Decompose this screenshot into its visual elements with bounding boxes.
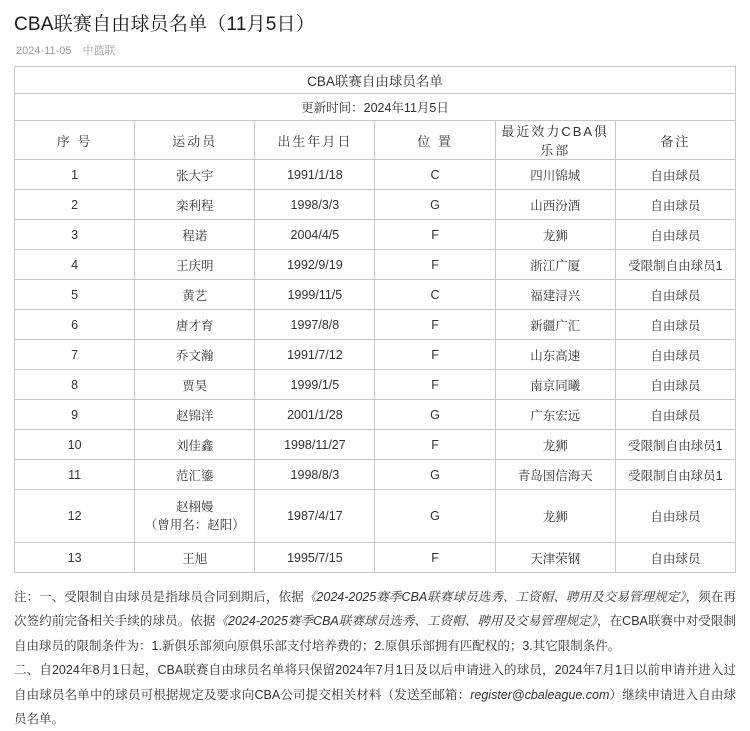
cell-index: 12 <box>15 490 135 543</box>
cell-birth: 1995/7/15 <box>255 543 375 573</box>
publish-date: 2024-11-05 <box>16 45 72 57</box>
cell-index: 7 <box>15 340 135 370</box>
cell-birth: 2001/1/28 <box>255 400 375 430</box>
cell-birth: 1987/4/17 <box>255 490 375 543</box>
cell-club: 新疆广汇 <box>495 310 615 340</box>
footnote-2-text-b: ）继续申请进入自由球员名单。 <box>14 687 736 726</box>
cell-position: C <box>375 280 495 310</box>
cell-position: G <box>375 490 495 543</box>
table-caption-row <box>15 67 736 94</box>
table-row <box>15 160 736 190</box>
cell-name: 刘佳鑫 <box>135 430 255 460</box>
cell-position: F <box>375 340 495 370</box>
column-header-position: 位 置 <box>375 121 495 160</box>
cell-name-alias: （曾用名：赵阳） <box>144 518 245 532</box>
cell-note: 自由球员 <box>615 190 735 220</box>
cell-position: F <box>375 310 495 340</box>
cell-name: 王庆明 <box>135 250 255 280</box>
table-caption: CBA联赛自由球员名单 <box>15 67 736 94</box>
cell-club: 浙江广厦 <box>495 250 615 280</box>
cell-position: C <box>375 160 495 190</box>
cell-note: 自由球员 <box>615 543 735 573</box>
cell-name: 黄艺 <box>135 280 255 310</box>
cell-index: 8 <box>15 370 135 400</box>
cell-position: G <box>375 400 495 430</box>
cell-position: F <box>375 250 495 280</box>
cell-birth: 1997/8/8 <box>255 310 375 340</box>
cell-note: 受限制自由球员1 <box>615 460 735 490</box>
cell-note: 自由球员 <box>615 310 735 340</box>
footnote-1-text-c: ，在CBA联赛中对受限制自由球员的限制条件为：1.新俱乐部须向原俱乐部支付培养费的；2.原俱乐部拥有匹配权的；3.其它限制条件。 <box>14 614 737 653</box>
footnote-2-text-a: 二、自2024年8月1日起，CBA联赛自由球员名单将只保留2024年7月1日及以后申请进入的球员，2024年7月1日以前申请并进入过自由球员名单中的球员可根据规定及要求向CBA公司提交相关材料（发送至邮箱： <box>14 663 736 702</box>
cell-club: 龙狮 <box>495 490 615 543</box>
table-row <box>15 490 736 543</box>
table-row <box>15 250 736 280</box>
table-header-row <box>15 121 736 160</box>
cell-name: 张大宇 <box>135 160 255 190</box>
cell-note: 自由球员 <box>615 370 735 400</box>
cell-index: 4 <box>15 250 135 280</box>
cell-index: 2 <box>15 190 135 220</box>
cell-name: 乔文瀚 <box>135 340 255 370</box>
table-row <box>15 430 736 460</box>
cell-index: 3 <box>15 220 135 250</box>
table-row <box>15 340 736 370</box>
cell-birth: 1992/9/19 <box>255 250 375 280</box>
column-header-birth: 出生年月日 <box>255 121 375 160</box>
column-header-note: 备注 <box>615 121 735 160</box>
cell-index: 10 <box>15 430 135 460</box>
publish-source: 中篮联 <box>82 45 116 57</box>
cell-name <box>135 490 255 543</box>
column-header-index: 序 号 <box>15 121 135 160</box>
cell-index: 6 <box>15 310 135 340</box>
footnote-2 <box>14 658 736 731</box>
cell-birth: 1999/11/5 <box>255 280 375 310</box>
table-row <box>15 460 736 490</box>
cell-name: 唐才育 <box>135 310 255 340</box>
cell-name: 王旭 <box>135 543 255 573</box>
footnote-1 <box>14 585 736 658</box>
cell-note: 自由球员 <box>615 490 735 543</box>
cell-club: 四川锦城 <box>495 160 615 190</box>
cell-note: 受限制自由球员1 <box>615 250 735 280</box>
cell-index: 13 <box>15 543 135 573</box>
cell-club: 龙狮 <box>495 220 615 250</box>
cell-note: 自由球员 <box>615 220 735 250</box>
table-update-row <box>15 94 736 121</box>
cell-index: 5 <box>15 280 135 310</box>
table-row <box>15 543 736 573</box>
footnotes <box>14 573 736 731</box>
cell-club: 福建浔兴 <box>495 280 615 310</box>
page-title: CBA联赛自由球员名单（11月5日） <box>14 14 315 35</box>
cell-birth: 1998/11/27 <box>255 430 375 460</box>
cell-position: F <box>375 430 495 460</box>
cell-position: F <box>375 543 495 573</box>
cell-note: 自由球员 <box>615 340 735 370</box>
table-row <box>15 400 736 430</box>
cell-club: 天津荣钢 <box>495 543 615 573</box>
update-time: 更新时间：2024年11月5日 <box>15 94 736 121</box>
cell-name: 范汇鎏 <box>135 460 255 490</box>
cell-birth: 1998/8/3 <box>255 460 375 490</box>
column-header-name: 运动员 <box>135 121 255 160</box>
cell-club: 山西汾酒 <box>495 190 615 220</box>
cell-name: 程诺 <box>135 220 255 250</box>
cell-name-main: 赵栩嫚 <box>175 499 214 514</box>
table-row <box>15 280 736 310</box>
table-row <box>15 310 736 340</box>
cell-birth: 1991/1/18 <box>255 160 375 190</box>
cell-club: 山东高速 <box>495 340 615 370</box>
cell-club: 广东宏远 <box>495 400 615 430</box>
cell-position: G <box>375 190 495 220</box>
cell-name: 赵锦洋 <box>135 400 255 430</box>
cell-birth: 2004/4/5 <box>255 220 375 250</box>
cell-index: 11 <box>15 460 135 490</box>
footnote-1-regulation-b: 《2024-2025赛季CBA联赛球员选秀、工资帽、聘用及交易管理规定》 <box>215 614 597 629</box>
free-agents-table <box>14 66 736 573</box>
table-row <box>15 220 736 250</box>
table-row <box>15 190 736 220</box>
cell-birth: 1999/1/5 <box>255 370 375 400</box>
cell-note: 自由球员 <box>615 280 735 310</box>
free-agents-table-wrapper <box>14 66 736 573</box>
cell-position: F <box>375 370 495 400</box>
footnote-1-regulation-a: 《2024-2025赛季CBA联赛球员选秀、工资帽、聘用及交易管理规定》 <box>303 590 686 604</box>
footnote-1-text-b: ，须在再次签约前完备相关手续的球员。依据 <box>14 590 736 629</box>
cell-name: 贾昊 <box>135 370 255 400</box>
article-meta <box>0 36 750 66</box>
cell-birth: 1991/7/12 <box>255 340 375 370</box>
cell-position: G <box>375 460 495 490</box>
footnote-2-email: register@cbaleague.com <box>470 687 610 702</box>
footnote-1-text-a: 注：一、受限制自由球员是指球员合同到期后，依据 <box>14 590 304 604</box>
cell-index: 9 <box>15 400 135 430</box>
cell-note: 受限制自由球员1 <box>615 430 735 460</box>
cell-note: 自由球员 <box>615 160 735 190</box>
cell-club: 青岛国信海天 <box>495 460 615 490</box>
column-header-club: 最近效力CBA俱乐部 <box>495 121 615 160</box>
table-row <box>15 370 736 400</box>
cell-index: 1 <box>15 160 135 190</box>
cell-name: 栾利程 <box>135 190 255 220</box>
cell-birth: 1998/3/3 <box>255 190 375 220</box>
cell-position: F <box>375 220 495 250</box>
cell-club: 龙狮 <box>495 430 615 460</box>
cell-note: 自由球员 <box>615 400 735 430</box>
cell-club: 南京同曦 <box>495 370 615 400</box>
